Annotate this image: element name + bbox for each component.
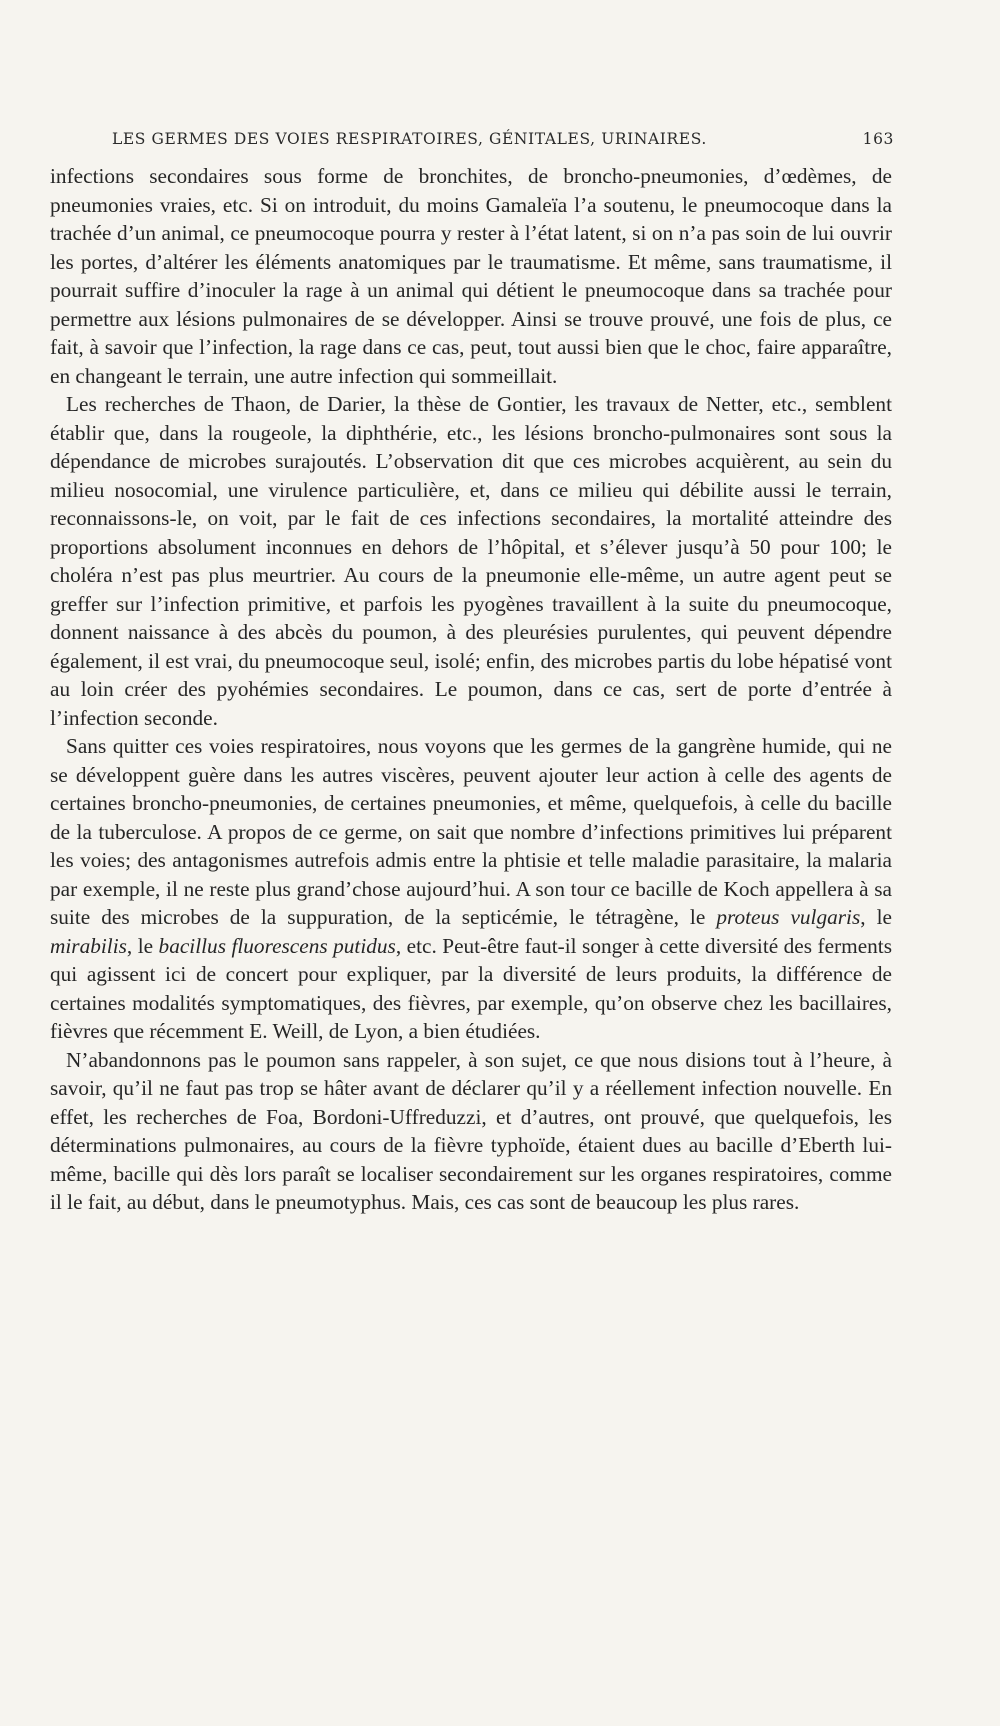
page-number: 163 [862,130,894,148]
paragraph-text: Sans quitter ces voies respiratoires, nous voyons que les germes de la gangrène humide, qui ne se développent guère dans les autres viscères, peuvent ajouter leur action à celle des agents de certaines broncho-pneumonies, de certaines pneumonies, et même, quelquefois, à celle du bacille de la tuberculose. A propos de ce germe, on sait que nombre d’infections primitives lui préparent les voies; des antagonismes autrefois admis entre la phtisie et telle maladie parasitaire, la malaria par exemple, il ne reste plus grand’chose aujourd’hui. A son tour ce bacille de Koch appellera à sa suite des microbes de la suppuration, de la septicémie, le tétragène, le [50,734,892,929]
paragraph-text: N’abandonnons pas le poumon sans rappeler, à son sujet, ce que nous disions tout à l’heure, à savoir, qu’il ne faut pas trop se hâter avant de déclarer qu’il y a réellement infection nouvelle. En effet, les recherches de Foa, Bordoni-Uffreduzzi, et d’autres, ont prouvé, que quelquefois, les déterminations pulmonaires, au cours de la fièvre typhoïde, étaient dues au bacille d’Eberth lui-même, bacille qui dès lors paraît se localiser secondairement sur les organes respiratoires, comme il le fait, au début, dans le pneumotyphus. Mais, ces cas sont de beaucoup les plus rares. [50,1047,892,1214]
paragraph [50,732,892,1046]
paragraph-text: infections secondaires sous forme de bronchites, de broncho-pneumonies, d’œdèmes, de pneumonies vraies, etc. Si on introduit, du moins Gamaleïa l’a soutenu, le pneumocoque dans la trachée d’un animal, ce pneumocoque pourra y rester à l’état latent, si on n’a pas soin de lui ouvrir les portes, d’altérer les éléments anatomiques par le traumatisme. Et même, sans traumatisme, il pourrait suffire d’inoculer la rage à un animal qui détient le pneumocoque dans sa trachée pour permettre aux lésions pulmonaires de se développer. Ainsi se trouve prouvé, une fois de plus, ce fait, à savoir que l’infection, la rage dans ce cas, peut, tout aussi bien que le choc, faire apparaître, en changeant le terrain, une autre infection qui sommeillait. [50,164,892,388]
paragraph [50,390,892,732]
paragraph [50,1046,892,1217]
page-header [112,130,894,154]
paragraph-text: , etc. Peut-être faut-il songer à cette diversité des ferments qui agissent ici de concert pour expliquer, par la diversité de leurs produits, la différence de certaines modalités symptomatiques, des fièvres, par exemple, qu’on observe chez les bacillaires, fièvres que récemment E. Weill, de Lyon, a bien étudiées. [50,933,893,1043]
body-text [50,162,892,1217]
paragraph-text: Les recherches de Thaon, de Darier, la thèse de Gontier, les travaux de Netter, etc., semblent établir que, dans la rougeole, la diphthérie, etc., les lésions broncho-pulmonaires sont sous la dépendance de microbes surajoutés. L’observation dit que ces microbes acquièrent, au sein du milieu nosocomial, une virulence particulière, et, dans ce milieu qui débilite aussi le terrain, reconnaissons-le, on voit, par le fait de ces infections secondaires, la mortalité atteindre des proportions absolument inconnues en dehors de l’hôpital, et s’élever jusqu’à 50 pour 100; le choléra n’est pas plus meurtrier. Au cours de la pneumonie elle-même, un autre agent peut se greffer sur l’infection primitive, et parfois les pyogènes travaillent à la suite du pneumocoque, donnent naissance à des abcès du poumon, à des pleurésies purulentes, qui peuvent dépendre également, il est vrai, du pneumocoque seul, isolé; enfin, des microbes partis du lobe hépatisé vont au loin créer des pyohémies secondaires. Le poumon, dans ce cas, sert de porte d’entrée à l’infection seconde. [50,392,892,730]
paragraph [50,162,892,390]
paragraph-text: , le [126,933,159,958]
paragraph-text: , le [860,905,892,929]
italic-term: mirabilis [50,933,127,958]
italic-term: bacillus fluorescens putidus [158,933,396,958]
italic-term: proteus vulgaris [716,905,861,929]
running-title: LES GERMES DES VOIES RESPIRATOIRES, GÉNITALES, URINAIRES. [112,130,707,148]
